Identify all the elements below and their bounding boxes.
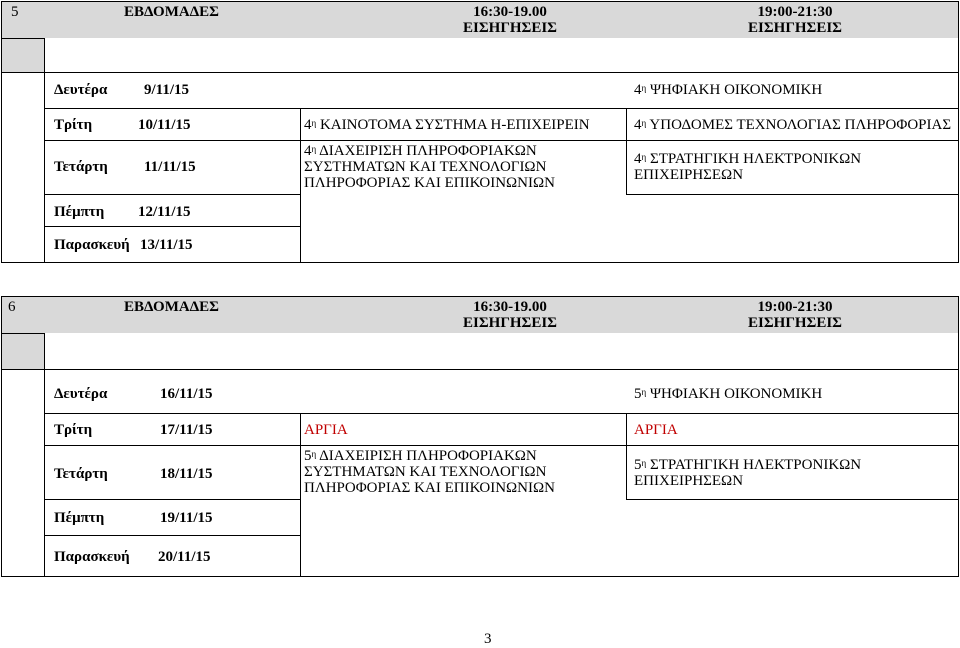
day-date: 17/11/15: [160, 422, 213, 438]
weeks-heading: ΕΒΔΟΜΑΔΕΣ: [124, 299, 219, 315]
day-name: Πέμπτη: [54, 510, 105, 526]
header-fill-corner: [2, 333, 44, 369]
slot2-time: 19:00-21:30: [757, 4, 833, 20]
slot1-time: 16:30-19.00: [473, 4, 547, 20]
day-date: 19/11/15: [160, 510, 213, 526]
day-name: Δευτέρα: [54, 82, 108, 98]
lecture-slot1: $5^\eta$ ΔΙΑΧΕΙΡΙΣΗ ΠΛΗΡΟΦΟΡΙΑΚΩΝ ΣΥΣΤΗΜΑΤΩΝ ΚΑΙ ΤΕΧΝΟΛΟΓΙΩΝ ΠΛΗΡΟΦΟΡΙΑΣ ΚΑΙ ΕΠΙΚΟΙΝΩΝΙΩΝ: [304, 448, 555, 496]
holiday-label: ΑΡΓΙΑ: [634, 422, 678, 438]
lecture-slot2: $4^\eta$ ΣΤΡΑΤΗΓΙΚΗ ΗΛΕΚΤΡΟΝΙΚΩΝ ΕΠΙΧΕΙΡΗΣΕΩΝ: [634, 151, 862, 183]
day-date: 20/11/15: [158, 549, 211, 565]
day-name: Τετάρτη: [54, 159, 108, 175]
day-date: 11/11/15: [144, 159, 196, 175]
day-name: Τρίτη: [54, 117, 93, 133]
slot2-label: ΕΙΣΗΓΗΣΕΙΣ: [748, 20, 842, 36]
day-name: Δευτέρα: [54, 386, 108, 402]
day-name: Τετάρτη: [54, 466, 108, 482]
lecture-slot1: $4^\eta$ ΚΑΙΝΟΤΟΜΑ ΣΥΣΤΗΜΑ Η-ΕΠΙΧΕΙΡΕΙΝ: [304, 117, 590, 133]
week-number: 6: [8, 299, 16, 315]
day-name: Τρίτη: [54, 422, 93, 438]
slot1-label: ΕΙΣΗΓΗΣΕΙΣ: [463, 20, 557, 36]
header-fill-corner: [2, 38, 44, 72]
day-date: 10/11/15: [138, 117, 191, 133]
lecture-slot2: $4^\eta$ ΥΠΟΔΟΜΕΣ ΤΕΧΝΟΛΟΓΙΑΣ ΠΛΗΡΟΦΟΡΙΑΣ: [634, 117, 952, 133]
slot1-time: 16:30-19.00: [473, 299, 547, 315]
lecture-slot2: $4^\eta$ ΨΗΦΙΑΚΗ ΟΙΚΟΝΟΜΙΚΗ: [634, 82, 823, 98]
holiday-label: ΑΡΓΙΑ: [304, 422, 348, 438]
slot2-time: 19:00-21:30: [757, 299, 833, 315]
day-date: 16/11/15: [160, 386, 213, 402]
week-number: 5: [11, 4, 19, 20]
weeks-heading: ΕΒΔΟΜΑΔΕΣ: [124, 4, 219, 20]
day-name: Παρασκευή: [54, 237, 130, 253]
day-name: Παρασκευή: [54, 549, 130, 565]
slot2-label: ΕΙΣΗΓΗΣΕΙΣ: [748, 315, 842, 331]
slot1-label: ΕΙΣΗΓΗΣΕΙΣ: [463, 315, 557, 331]
lecture-slot2: $5^\eta$ ΣΤΡΑΤΗΓΙΚΗ ΗΛΕΚΤΡΟΝΙΚΩΝ ΕΠΙΧΕΙΡΗΣΕΩΝ: [634, 457, 862, 489]
day-date: 12/11/15: [138, 204, 191, 220]
day-date: 13/11/15: [140, 237, 193, 253]
lecture-slot2: $5^\eta$ ΨΗΦΙΑΚΗ ΟΙΚΟΝΟΜΙΚΗ: [634, 386, 823, 402]
lecture-slot1: $4^\eta$ ΔΙΑΧΕΙΡΙΣΗ ΠΛΗΡΟΦΟΡΙΑΚΩΝ ΣΥΣΤΗΜΑΤΩΝ ΚΑΙ ΤΕΧΝΟΛΟΓΙΩΝ ΠΛΗΡΟΦΟΡΙΑΣ ΚΑΙ ΕΠΙΚΟΙΝΩΝΙΩΝ: [304, 143, 555, 191]
day-date: 9/11/15: [144, 82, 190, 98]
day-date: 18/11/15: [160, 466, 213, 482]
day-name: Πέμπτη: [54, 204, 105, 220]
page-number: 3: [484, 631, 492, 647]
